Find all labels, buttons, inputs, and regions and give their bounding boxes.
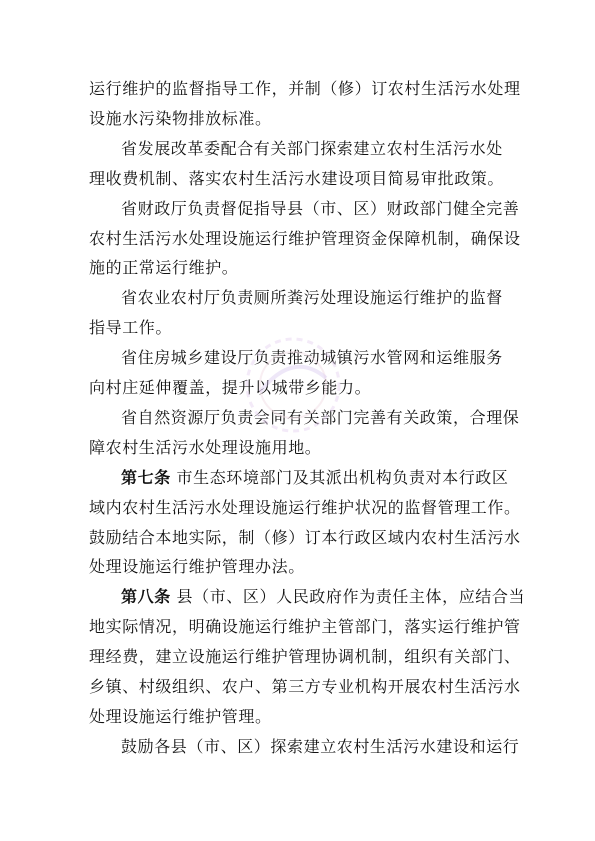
line-text: 市生态环境部门及其派出机构负责对本行政区 [170,468,509,487]
text-line [121,736,519,758]
text-line [89,706,272,728]
text-line [89,497,521,519]
text-line [89,527,521,549]
text-line [89,437,321,459]
line-text: 处理设施运行维护管理。 [89,707,272,726]
line-text: 理经费，建立设施运行维护管理协调机制，组织有关部门、 [89,647,521,666]
text-line [121,198,519,220]
text-line [89,317,172,339]
line-text: 省财政厅负责督促指导县（市、区）财政部门健全完善 [121,199,520,218]
text-line [89,108,272,130]
line-text: 障农村生活污水处理设施用地。 [89,438,322,457]
article-number: 第八条 [121,587,171,606]
line-text: 鼓励各县（市、区）探索建立农村生活污水建设和运行 [121,737,520,756]
text-line [89,168,504,190]
line-text: 指导工作。 [89,318,173,337]
text-line [89,616,521,638]
line-text: 施的正常运行维护。 [89,258,239,277]
line-text: 运行维护的监督指导工作，并制（修）订农村生活污水处理 [89,79,521,98]
text-line [121,287,503,309]
text-line [89,257,238,279]
line-text: 省住房城乡建设厅负责推动城镇污水管网和运维服务 [121,348,503,367]
text-line [121,138,503,160]
line-text: 设施水污染物排放标准。 [89,109,272,128]
line-text: 农村生活污水处理设施运行维护管理资金保障机制，确保设 [89,229,521,248]
line-text: 省农业农村厅负责厕所粪污处理设施运行维护的监督 [121,288,503,307]
text-line [121,467,509,489]
line-text: 处理设施运行维护管理办法。 [89,557,305,576]
text-line [121,586,525,608]
line-text: 域内农村生活污水处理设施运行维护状况的监督管理工作。 [89,498,521,517]
line-text: 县（市、区）人民政府作为责任主体，应结合当 [170,587,526,606]
line-text: 理收费机制、落实农村生活污水建设项目简易审批政策。 [89,169,505,188]
line-text: 地实际情况，明确设施运行维护主管部门，落实运行维护管 [89,617,521,636]
text-line [89,78,521,100]
line-text: 乡镇、村级组织、农户、第三方专业机构开展农村生活污水 [89,677,521,696]
text-line [89,646,521,668]
text-line [89,377,371,399]
text-line [121,407,519,429]
text-line [89,556,305,578]
article-number: 第七条 [121,468,171,487]
line-text: 鼓励结合本地实际，制（修）订本行政区域内农村生活污水 [89,528,521,547]
line-text: 省自然资源厅负责会同有关部门完善有关政策，合理保 [121,408,520,427]
line-text: 省发展改革委配合有关部门探索建立农村生活污水处 [121,139,503,158]
text-line [89,228,521,250]
text-line [89,676,521,698]
line-text: 向村庄延伸覆盖，提升以城带乡能力。 [89,378,372,397]
text-line [121,347,503,369]
